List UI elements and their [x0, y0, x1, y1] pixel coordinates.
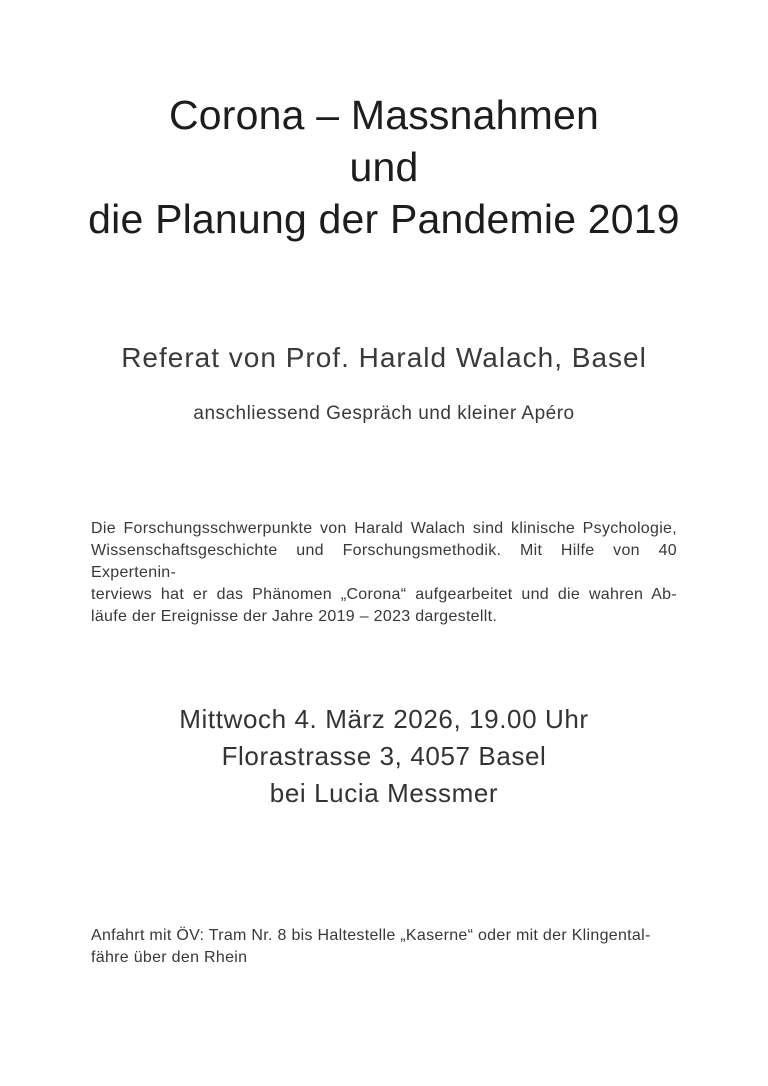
title-line-2: und: [349, 144, 419, 190]
event-host-line: bei Lucia Messmer: [269, 778, 499, 808]
event-address-line: Florastrasse 3, 4057 Basel: [221, 741, 547, 771]
title-line-1: Corona – Massnahmen: [169, 92, 599, 138]
abstract-paragraph: [91, 518, 677, 628]
apero-line: anschliessend Gespräch und kleiner Apéro: [193, 403, 575, 424]
abstract-line-4: läufe der Ereignisse der Jahre 2019 – 2023 dargestellt.: [91, 608, 498, 625]
speaker-line: Referat von Prof. Harald Walach, Basel: [121, 342, 647, 373]
title-line-3: die Planung der Pandemie 2019: [88, 196, 680, 242]
directions-paragraph: [91, 925, 677, 969]
event-details: [0, 701, 768, 812]
directions-line-2: fähre über den Rhein: [91, 949, 248, 966]
event-datetime-line: Mittwoch 4. März 2026, 19.00 Uhr: [179, 704, 589, 734]
abstract-line-1: Die Forschungsschwerpunkte von Harald Walach sind klinische Psychologie,: [91, 520, 677, 537]
abstract-line-2: Wissenschaftsgeschichte und Forschungsmethodik. Mit Hilfe von 40 Expertenin-: [91, 542, 677, 581]
page-title: [0, 89, 768, 245]
directions-line-1: Anfahrt mit ÖV: Tram Nr. 8 bis Haltestelle „Kaserne“ oder mit der Klingental-: [91, 927, 651, 944]
abstract-line-3: terviews hat er das Phänomen „Corona“ aufgearbeitet und die wahren Ab-: [91, 586, 677, 603]
